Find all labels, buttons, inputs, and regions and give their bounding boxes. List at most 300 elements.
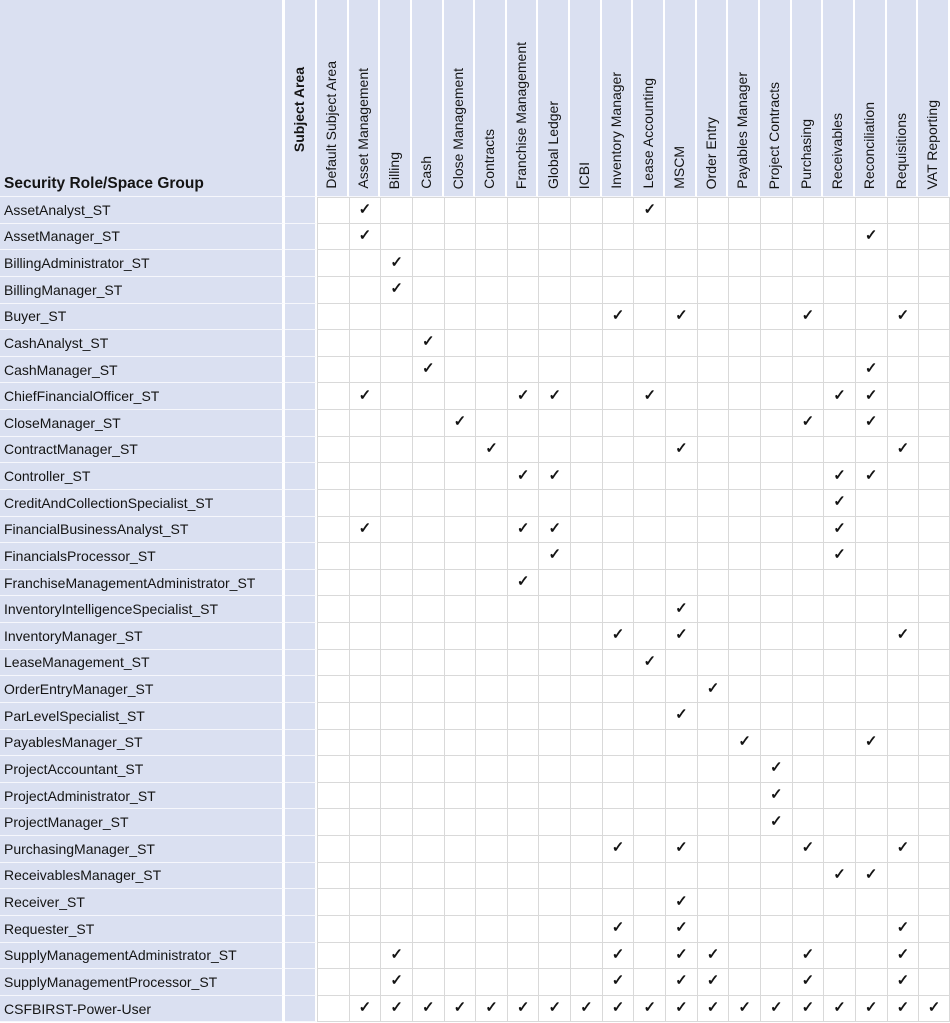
access-cell <box>380 490 412 517</box>
access-cell <box>317 197 349 224</box>
access-cell <box>855 197 887 224</box>
check-icon: ✓ <box>770 812 783 830</box>
access-cell <box>570 463 602 490</box>
access-cell <box>728 437 760 464</box>
access-cell <box>887 463 919 490</box>
security-role-name-cell <box>0 783 285 810</box>
access-cell <box>444 304 476 331</box>
access-cell <box>507 969 539 996</box>
access-cell <box>855 383 887 410</box>
security-role-name: AssetManager_ST <box>4 228 120 245</box>
security-role-row <box>0 650 950 677</box>
security-role-row <box>0 383 950 410</box>
security-role-row <box>0 463 950 490</box>
security-role-name-cell <box>0 650 285 677</box>
access-cell <box>887 969 919 996</box>
access-cell <box>444 703 476 730</box>
access-cell <box>475 490 507 517</box>
security-role-name: Buyer_ST <box>4 308 67 325</box>
access-cell <box>760 703 792 730</box>
access-cell <box>887 570 919 597</box>
access-cell <box>602 490 634 517</box>
security-role-name: ParLevelSpecialist_ST <box>4 707 145 724</box>
access-cell <box>697 517 729 544</box>
access-cell <box>444 224 476 251</box>
check-icon: ✓ <box>896 306 910 324</box>
access-cell <box>665 783 697 810</box>
access-cell <box>697 889 729 916</box>
access-cell <box>602 304 634 331</box>
access-cell <box>633 490 665 517</box>
access-cell <box>349 943 381 970</box>
access-cell <box>602 676 634 703</box>
access-cell <box>728 330 760 357</box>
access-cell <box>697 836 729 863</box>
check-icon: ✓ <box>643 200 657 218</box>
security-role-row <box>0 889 950 916</box>
security-role-row <box>0 783 950 810</box>
check-icon: ✓ <box>801 945 815 963</box>
access-cell <box>887 650 919 677</box>
access-cell <box>317 916 349 943</box>
security-role-row <box>0 623 950 650</box>
subject-area-spacer-cell <box>285 996 317 1023</box>
access-cell <box>475 357 507 384</box>
subject-area-column-header <box>570 0 602 197</box>
access-cell <box>317 596 349 623</box>
access-cell <box>349 330 381 357</box>
subject-area-spacer-cell <box>285 383 317 410</box>
security-role-row <box>0 756 950 783</box>
check-icon: ✓ <box>548 519 562 537</box>
access-cell <box>697 623 729 650</box>
access-cell <box>570 916 602 943</box>
access-cell <box>444 197 476 224</box>
check-icon: ✓ <box>706 999 720 1017</box>
access-cell <box>602 916 634 943</box>
access-cell <box>887 437 919 464</box>
access-cell <box>760 224 792 251</box>
access-cell <box>728 783 760 810</box>
access-cell <box>792 304 824 331</box>
subject-area-spacer-cell <box>285 730 317 757</box>
access-cell <box>475 916 507 943</box>
access-cell <box>444 570 476 597</box>
access-cell <box>792 969 824 996</box>
access-cell <box>665 916 697 943</box>
access-cell <box>633 996 665 1023</box>
access-cell <box>792 197 824 224</box>
access-cell <box>728 916 760 943</box>
access-cell <box>633 410 665 437</box>
check-icon: ✓ <box>864 732 878 750</box>
security-role-name-cell <box>0 943 285 970</box>
access-cell <box>633 224 665 251</box>
subject-area-spacer-cell <box>285 703 317 730</box>
access-cell <box>760 730 792 757</box>
access-cell <box>918 304 950 331</box>
access-cell <box>887 330 919 357</box>
access-cell <box>633 836 665 863</box>
access-cell <box>792 650 824 677</box>
access-cell <box>633 197 665 224</box>
access-cell <box>697 410 729 437</box>
access-cell <box>570 410 602 437</box>
access-cell <box>444 463 476 490</box>
subject-area-spacer-cell <box>285 836 317 863</box>
access-cell <box>728 996 760 1023</box>
check-icon: ✓ <box>738 732 751 750</box>
security-role-name: InventoryIntelligenceSpecialist_ST <box>4 601 219 618</box>
access-cell <box>760 889 792 916</box>
check-icon: ✓ <box>706 679 720 697</box>
check-icon: ✓ <box>864 413 878 431</box>
access-cell <box>570 277 602 304</box>
subject-area-column-header <box>760 0 792 197</box>
access-cell <box>887 703 919 730</box>
access-cell <box>918 330 950 357</box>
access-cell <box>728 304 760 331</box>
access-cell <box>507 596 539 623</box>
security-role-name: InventoryManager_ST <box>4 627 143 644</box>
corner-header-cell <box>0 0 285 197</box>
access-cell <box>349 250 381 277</box>
access-cell <box>538 570 570 597</box>
security-role-row <box>0 703 950 730</box>
access-cell <box>760 836 792 863</box>
check-icon: ✓ <box>864 466 878 484</box>
access-cell <box>570 969 602 996</box>
subject-area-spacer-cell <box>285 596 317 623</box>
access-cell <box>855 650 887 677</box>
subject-area-spacer-cell <box>285 676 317 703</box>
security-role-row <box>0 943 950 970</box>
access-cell <box>665 543 697 570</box>
access-cell <box>760 490 792 517</box>
check-icon: ✓ <box>864 386 878 404</box>
check-icon: ✓ <box>675 892 688 910</box>
access-cell <box>792 410 824 437</box>
access-cell <box>760 623 792 650</box>
access-cell <box>507 889 539 916</box>
check-icon: ✓ <box>611 306 625 324</box>
access-cell <box>444 596 476 623</box>
access-cell <box>317 996 349 1023</box>
access-cell <box>728 863 760 890</box>
access-cell <box>507 517 539 544</box>
access-cell <box>475 197 507 224</box>
access-cell <box>792 596 824 623</box>
access-cell <box>792 836 824 863</box>
access-cell <box>697 943 729 970</box>
access-cell <box>475 330 507 357</box>
access-cell <box>380 410 412 437</box>
access-cell <box>918 650 950 677</box>
access-cell <box>317 650 349 677</box>
access-cell <box>602 783 634 810</box>
subject-area-column-label: Receivables <box>829 112 846 189</box>
access-cell <box>380 703 412 730</box>
access-cell <box>602 224 634 251</box>
access-cell <box>317 437 349 464</box>
check-icon: ✓ <box>421 360 435 378</box>
subject-area-column-label: Project Contracts <box>766 81 783 189</box>
subject-area-spacer-cell <box>285 250 317 277</box>
access-cell <box>887 756 919 783</box>
access-cell <box>887 889 919 916</box>
access-cell <box>412 756 444 783</box>
subject-area-column-label: Requisitions <box>892 112 909 189</box>
access-cell <box>380 277 412 304</box>
security-role-row <box>0 410 950 437</box>
check-icon: ✓ <box>358 386 372 404</box>
access-cell <box>317 463 349 490</box>
security-role-row <box>0 224 950 251</box>
access-cell <box>475 730 507 757</box>
access-cell <box>602 543 634 570</box>
check-icon: ✓ <box>516 519 530 537</box>
check-icon: ✓ <box>927 999 941 1017</box>
access-cell <box>760 570 792 597</box>
access-cell <box>697 863 729 890</box>
access-cell <box>792 863 824 890</box>
check-icon: ✓ <box>548 546 562 564</box>
access-cell <box>507 224 539 251</box>
access-cell <box>855 836 887 863</box>
access-cell <box>349 703 381 730</box>
access-cell <box>380 570 412 597</box>
access-cell <box>665 570 697 597</box>
access-cell <box>349 916 381 943</box>
access-cell <box>380 543 412 570</box>
check-icon: ✓ <box>675 999 688 1017</box>
security-role-name-cell <box>0 224 285 251</box>
subject-area-spacer-cell <box>285 463 317 490</box>
access-cell <box>475 596 507 623</box>
access-cell <box>444 383 476 410</box>
access-cell <box>349 197 381 224</box>
access-cell <box>728 943 760 970</box>
check-icon: ✓ <box>611 626 625 644</box>
access-cell <box>792 996 824 1023</box>
access-cell <box>665 517 697 544</box>
access-cell <box>475 863 507 890</box>
access-cell <box>728 224 760 251</box>
subject-area-spacer-cell <box>285 863 317 890</box>
access-cell <box>538 224 570 251</box>
subject-area-column-header <box>349 0 381 197</box>
access-cell <box>538 596 570 623</box>
check-icon: ✓ <box>738 999 751 1017</box>
check-icon: ✓ <box>896 972 910 990</box>
access-cell <box>317 836 349 863</box>
access-cell <box>792 250 824 277</box>
access-cell <box>412 570 444 597</box>
access-cell <box>570 756 602 783</box>
access-cell <box>823 809 855 836</box>
access-cell <box>412 863 444 890</box>
access-cell <box>444 809 476 836</box>
access-cell <box>317 889 349 916</box>
matrix-header-row <box>0 0 950 197</box>
subject-area-column-header <box>887 0 919 197</box>
access-cell <box>633 703 665 730</box>
access-cell <box>602 863 634 890</box>
access-cell <box>317 676 349 703</box>
access-cell <box>538 623 570 650</box>
security-role-row <box>0 330 950 357</box>
access-cell <box>665 250 697 277</box>
access-cell <box>760 330 792 357</box>
access-cell <box>697 730 729 757</box>
access-cell <box>538 756 570 783</box>
access-cell <box>855 410 887 437</box>
access-cell <box>918 836 950 863</box>
security-role-name: ChiefFinancialOfficer_ST <box>4 388 160 405</box>
access-cell <box>570 304 602 331</box>
access-cell <box>317 863 349 890</box>
access-cell <box>918 756 950 783</box>
access-cell <box>697 783 729 810</box>
access-cell <box>317 783 349 810</box>
access-cell <box>855 703 887 730</box>
access-cell <box>317 703 349 730</box>
access-cell <box>918 224 950 251</box>
access-cell <box>570 197 602 224</box>
matrix-body <box>0 197 950 1022</box>
access-cell <box>444 756 476 783</box>
access-cell <box>887 836 919 863</box>
access-cell <box>538 490 570 517</box>
access-cell <box>412 410 444 437</box>
access-cell <box>697 969 729 996</box>
access-cell <box>855 730 887 757</box>
access-cell <box>887 197 919 224</box>
access-cell <box>349 676 381 703</box>
access-cell <box>855 623 887 650</box>
access-cell <box>887 410 919 437</box>
access-cell <box>412 383 444 410</box>
access-cell <box>633 623 665 650</box>
subject-area-spacer-cell <box>285 783 317 810</box>
access-cell <box>918 889 950 916</box>
check-icon: ✓ <box>801 972 815 990</box>
access-cell <box>792 916 824 943</box>
check-icon: ✓ <box>801 999 815 1017</box>
access-cell <box>380 250 412 277</box>
access-cell <box>633 650 665 677</box>
access-cell <box>507 383 539 410</box>
access-cell <box>317 383 349 410</box>
access-cell <box>349 437 381 464</box>
access-cell <box>602 836 634 863</box>
security-role-row <box>0 730 950 757</box>
check-icon: ✓ <box>675 919 688 937</box>
access-cell <box>760 463 792 490</box>
security-role-name-cell <box>0 596 285 623</box>
check-icon: ✓ <box>485 439 498 457</box>
access-cell <box>380 996 412 1023</box>
access-cell <box>507 250 539 277</box>
subject-area-column-label: Lease Accounting <box>639 78 656 189</box>
subject-area-column-label: Order Entry <box>702 116 719 189</box>
access-cell <box>507 330 539 357</box>
security-role-name-cell <box>0 703 285 730</box>
security-role-name-cell <box>0 863 285 890</box>
check-icon: ✓ <box>516 386 530 404</box>
security-role-row <box>0 916 950 943</box>
access-cell <box>792 543 824 570</box>
access-cell <box>570 863 602 890</box>
check-icon: ✓ <box>833 999 846 1017</box>
check-icon: ✓ <box>390 253 403 271</box>
access-cell <box>444 676 476 703</box>
access-cell <box>317 250 349 277</box>
check-icon: ✓ <box>675 626 688 644</box>
access-cell <box>475 783 507 810</box>
access-cell <box>349 783 381 810</box>
subject-area-spacer-cell <box>285 277 317 304</box>
check-icon: ✓ <box>864 865 878 883</box>
access-cell <box>792 463 824 490</box>
access-cell <box>444 650 476 677</box>
security-role-name: ContractManager_ST <box>4 441 138 458</box>
access-cell <box>380 357 412 384</box>
access-cell <box>823 357 855 384</box>
access-cell <box>728 703 760 730</box>
access-cell <box>823 943 855 970</box>
check-icon: ✓ <box>421 999 435 1017</box>
access-cell <box>728 277 760 304</box>
access-cell <box>602 809 634 836</box>
access-cell <box>855 889 887 916</box>
security-role-name: Requester_ST <box>4 920 95 937</box>
access-cell <box>349 570 381 597</box>
check-icon: ✓ <box>833 865 846 883</box>
access-cell <box>602 383 634 410</box>
access-cell <box>633 570 665 597</box>
access-cell <box>665 969 697 996</box>
access-cell <box>697 650 729 677</box>
access-cell <box>475 304 507 331</box>
access-cell <box>728 809 760 836</box>
access-cell <box>697 916 729 943</box>
access-cell <box>507 703 539 730</box>
access-cell <box>887 357 919 384</box>
subject-area-spacer-cell <box>285 570 317 597</box>
access-cell <box>570 650 602 677</box>
access-cell <box>412 809 444 836</box>
access-cell <box>665 650 697 677</box>
access-cell <box>633 783 665 810</box>
subject-area-column-label: Global Ledger <box>544 101 561 189</box>
access-cell <box>760 410 792 437</box>
access-cell <box>412 250 444 277</box>
access-cell <box>380 676 412 703</box>
security-role-name: CSFBIRST-Power-User <box>4 1000 152 1017</box>
access-cell <box>760 277 792 304</box>
subject-area-column-header <box>728 0 760 197</box>
access-cell <box>507 543 539 570</box>
security-role-row <box>0 277 950 304</box>
access-cell <box>633 889 665 916</box>
access-cell <box>792 943 824 970</box>
access-cell <box>665 889 697 916</box>
access-cell <box>633 330 665 357</box>
access-cell <box>507 730 539 757</box>
access-cell <box>887 596 919 623</box>
security-role-name: PurchasingManager_ST <box>4 840 155 857</box>
